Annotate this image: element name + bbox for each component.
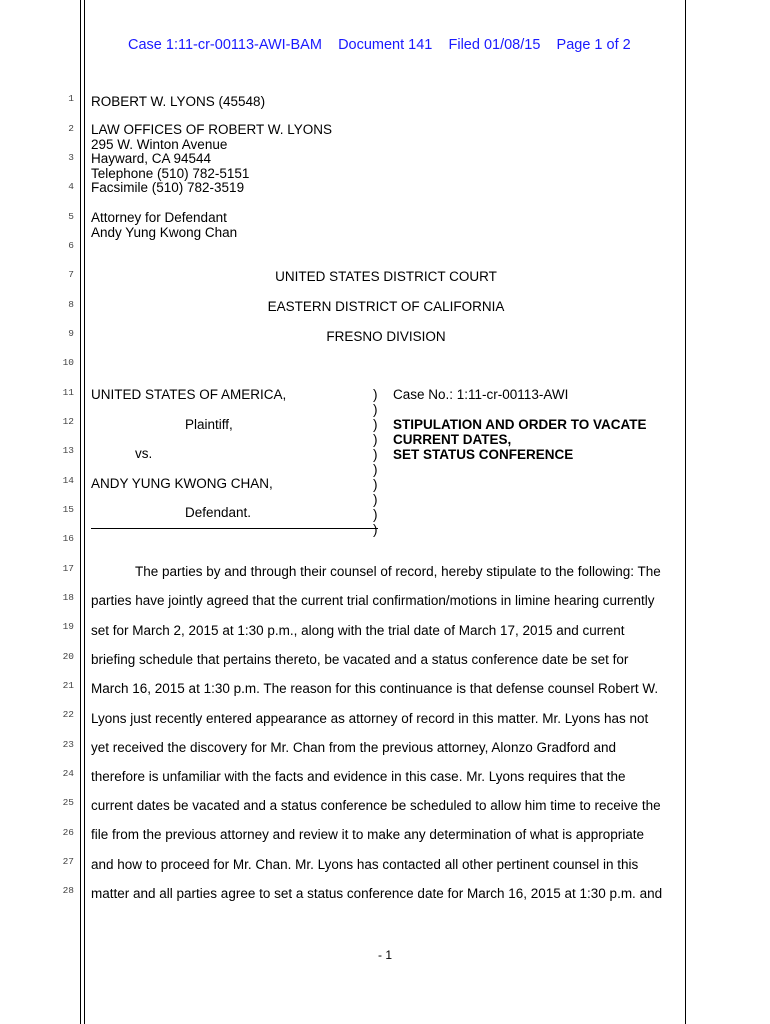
line-number: 2 xyxy=(68,123,74,134)
attorney-name: ROBERT W. LYONS (45548) xyxy=(91,94,266,109)
body-line: matter and all parties agree to set a status conference date for March 16, 2015 at 1:30 p.m. and xyxy=(91,886,663,901)
line-number: 27 xyxy=(62,856,74,867)
filing-header xyxy=(128,37,631,53)
line-number: 23 xyxy=(62,739,74,750)
facsimile: Facsimile (510) 782-3519 xyxy=(91,180,245,195)
body-line: therefore is unfamiliar with the facts and evidence in this case. Mr. Lyons requires that the xyxy=(91,769,626,784)
line-number: 16 xyxy=(62,533,74,544)
line-number: 7 xyxy=(68,269,74,280)
left-margin-rule-inner xyxy=(84,0,85,1024)
body-line: Lyons just recently entered appearance as attorney of record in this matter. Mr. Lyons has not xyxy=(91,711,649,726)
case-number-header: Case 1:11-cr-00113-AWI-BAM xyxy=(128,37,322,53)
body-line: March 16, 2015 at 1:30 p.m. The reason for this continuance is that defense counsel Robert W. xyxy=(91,681,659,696)
line-number: 19 xyxy=(62,621,74,632)
line-number: 3 xyxy=(68,152,74,163)
body-line: file from the previous attorney and review it to make any determination of what is appropriate xyxy=(91,827,645,842)
page-indicator: Page 1 of 2 xyxy=(556,37,631,53)
right-margin-rule xyxy=(685,0,686,1024)
body-line: set for March 2, 2015 at 1:30 p.m., along with the trial date of March 17, 2015 and current xyxy=(91,623,625,638)
line-number: 28 xyxy=(62,885,74,896)
line-number: 12 xyxy=(62,416,74,427)
attorney-contact-block xyxy=(91,123,332,196)
line-number: 6 xyxy=(68,240,74,251)
line-number: 22 xyxy=(62,709,74,720)
line-number: 8 xyxy=(68,299,74,310)
plaintiff-party: UNITED STATES OF AMERICA, xyxy=(91,387,287,402)
line-number: 4 xyxy=(68,181,74,192)
defendant-party: ANDY YUNG KWONG CHAN, xyxy=(91,476,273,491)
caption-parentheses: ) ) ) ) ) ) ) ) ) ) xyxy=(373,387,378,537)
body-line: and how to proceed for Mr. Chan. Mr. Lyons has contacted all other pertinent counsel in this xyxy=(91,857,639,872)
caption-underline xyxy=(91,528,378,529)
attorney-role: Attorney for Defendant xyxy=(91,210,227,225)
line-number: 1 xyxy=(68,93,74,104)
body-line: current dates be vacated and a status conference be scheduled to allow him time to receive the xyxy=(91,798,661,813)
body-line: parties have jointly agreed that the current trial confirmation/motions in limine hearing currently xyxy=(91,593,655,608)
defendant-label: Defendant. xyxy=(185,505,252,520)
line-number: 5 xyxy=(68,211,74,222)
page-number: - 1 xyxy=(378,948,393,962)
law-firm-name: LAW OFFICES OF ROBERT W. LYONS xyxy=(91,122,333,137)
client-name: Andy Yung Kwong Chan xyxy=(91,224,238,240)
plaintiff-label: Plaintiff, xyxy=(185,417,233,432)
line-number: 11 xyxy=(62,387,74,398)
court-district: EASTERN DISTRICT OF CALIFORNIA xyxy=(267,299,505,314)
line-number: 14 xyxy=(62,475,74,486)
document-title-line-2: CURRENT DATES, xyxy=(393,432,512,447)
court-name: UNITED STATES DISTRICT COURT xyxy=(275,269,497,284)
filed-date: Filed 01/08/15 xyxy=(448,37,541,53)
case-number: Case No.: 1:11-cr-00113-AWI xyxy=(393,387,569,402)
line-number: 17 xyxy=(62,563,74,574)
line-number: 13 xyxy=(62,445,74,456)
body-line: yet received the discovery for Mr. Chan from the previous attorney, Alonzo Gradford and xyxy=(91,740,617,755)
line-number: 18 xyxy=(62,592,74,603)
body-line: briefing schedule that pertains thereto, be vacated and a status conference date be set for xyxy=(91,652,629,667)
document-title-line-1: STIPULATION AND ORDER TO VACATE xyxy=(393,417,647,432)
document-number: Document 141 xyxy=(338,37,433,53)
line-number: 26 xyxy=(62,827,74,838)
body-line: The parties by and through their counsel of record, hereby stipulate to the following: The xyxy=(135,564,661,579)
telephone: Telephone (510) 782-5151 xyxy=(91,165,250,181)
line-number: 25 xyxy=(62,797,74,808)
versus: vs. xyxy=(135,446,153,461)
document-title-line-3: SET STATUS CONFERENCE xyxy=(393,447,574,462)
address-line-2: Hayward, CA 94544 xyxy=(91,151,212,166)
court-division: FRESNO DIVISION xyxy=(326,329,446,344)
line-number: 20 xyxy=(62,651,74,662)
address-line-1: 295 W. Winton Avenue xyxy=(91,136,228,152)
line-number: 9 xyxy=(68,328,74,339)
line-number: 10 xyxy=(62,357,74,368)
left-margin-rule-outer xyxy=(80,0,81,1024)
line-number: 21 xyxy=(62,680,74,691)
line-number: 24 xyxy=(62,768,74,779)
attorney-role-block xyxy=(91,211,237,240)
line-number: 15 xyxy=(62,504,74,515)
